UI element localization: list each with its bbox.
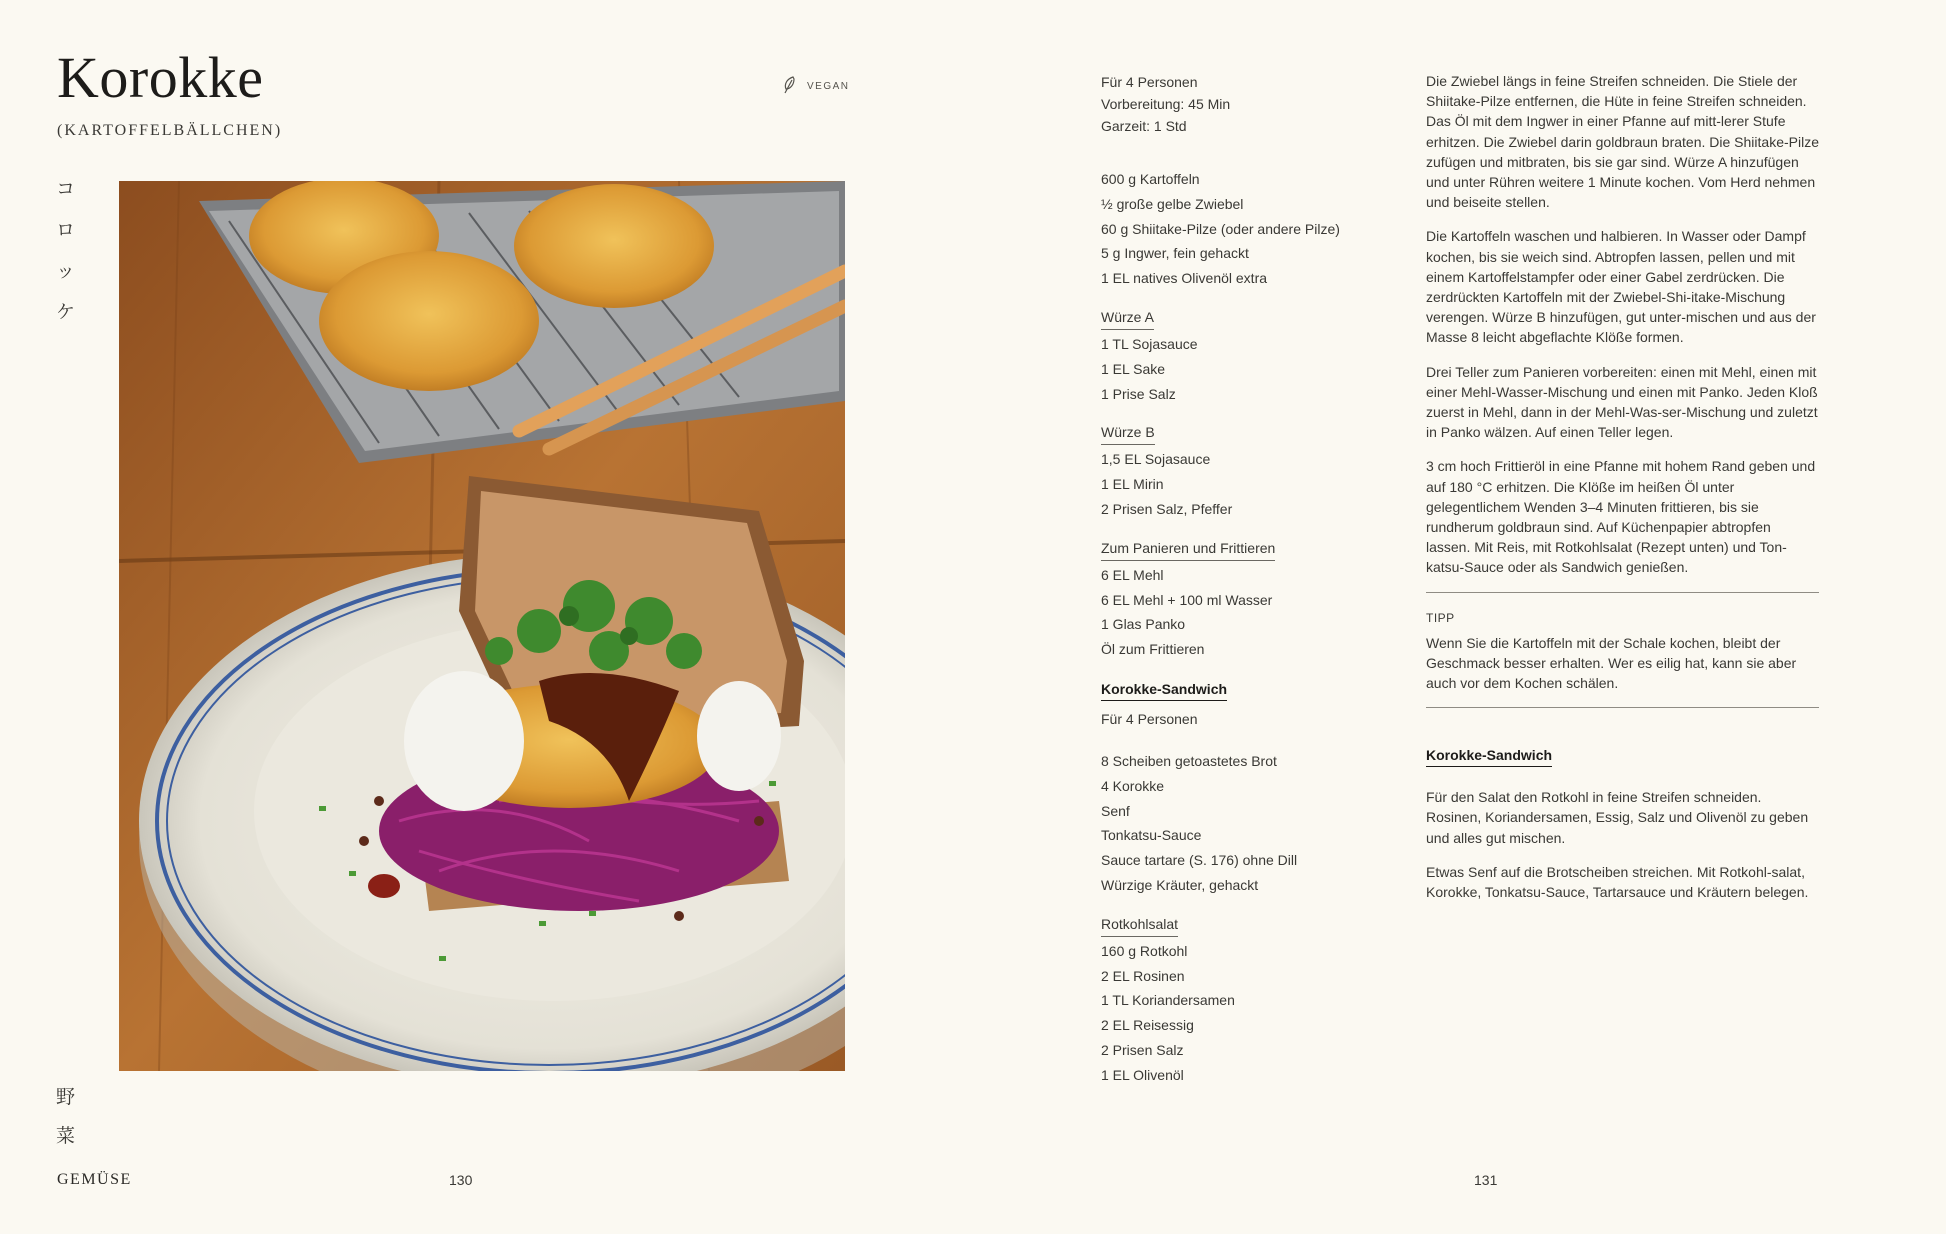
ingredient-list bbox=[1101, 939, 1391, 1088]
ingredient-list bbox=[1101, 447, 1391, 521]
divider bbox=[1426, 707, 1819, 708]
recipe-photo bbox=[119, 181, 845, 1071]
method-step: Die Zwiebel längs in feine Streifen schneiden. Die Stiele der Shiitake-Pilze entfernen, die Hüte in feine Streifen schneiden. Das Öl mit dem Ingwer in einer Pfanne auf mitt-lerer Stufe erhitzen. Die Zwiebel darin goldbraun braten. Die Shiitake-Pilze zufügen und mitbraten, bis sie gar sind. Würze A hinzufügen und unter Rühren weitere 1 Minute kochen. Vom Herd nehmen und beiseite stellen. bbox=[1426, 73, 1819, 211]
ingredient-item: ½ große gelbe Zwiebel bbox=[1101, 195, 1244, 212]
ingredient-list bbox=[1101, 332, 1391, 406]
method-step: Die Kartoffeln waschen und halbieren. In Wasser oder Dampf kochen, bis sie weich sind. Abtropfen lassen, pellen und mit einem Kartoffelstampfer oder einer Gabel zerdrücken. Die zerdrückten Kartoffeln mit der Zwiebel-Shi-itake-Mischung verengen. Würze B hinzufügen, gut unter-mischen und aus der Masse 8 leicht abgeflachte Klöße formen. bbox=[1426, 228, 1816, 346]
sandwich-heading: Korokke-Sandwich bbox=[1101, 678, 1227, 701]
ingredient-item: 6 EL Mehl bbox=[1101, 566, 1164, 583]
ingredient-item: Würzige Kräuter, gehackt bbox=[1101, 876, 1259, 893]
ingredient-item: Senf bbox=[1101, 802, 1130, 819]
ingredient-item: 1 Prise Salz bbox=[1101, 385, 1176, 402]
ingredient-item: 1 EL natives Olivenöl extra bbox=[1101, 270, 1268, 287]
ingredient-group-wuerze-b bbox=[1101, 420, 1391, 521]
ingredient-item: 1,5 EL Sojasauce bbox=[1101, 451, 1211, 468]
leaf-icon bbox=[783, 76, 797, 97]
ingredient-item: 1 TL Koriandersamen bbox=[1101, 992, 1235, 1009]
ingredient-item: 4 Korokke bbox=[1101, 777, 1165, 794]
cook-time: Garzeit: 1 Std bbox=[1101, 118, 1187, 134]
ingredient-item: 600 g Kartoffeln bbox=[1101, 171, 1200, 187]
japanese-title-vertical bbox=[56, 174, 75, 324]
vegan-label: VEGAN bbox=[807, 81, 850, 92]
tip-box bbox=[1426, 593, 1819, 708]
sandwich-method-step: Etwas Senf auf die Brotscheiben streichen. Mit Rotkohl-salat, Korokke, Tonkatsu-Sauce, Tartarsauce und Kräutern belegen. bbox=[1426, 863, 1809, 901]
sandwich-method-step: Für den Salat den Rotkohl in feine Streifen schneiden. Rosinen, Koriandersamen, Essig, Salz und Olivenöl zu geben und alles gut mischen. bbox=[1426, 789, 1809, 846]
recipe-meta bbox=[1101, 71, 1391, 137]
group-title: Zum Panieren und Frittieren bbox=[1101, 536, 1275, 561]
ingredient-item: Sauce tartare (S. 176) ohne Dill bbox=[1101, 852, 1298, 869]
ingredient-item: 1 Glas Panko bbox=[1101, 616, 1186, 633]
ingredient-item: 1 TL Sojasauce bbox=[1101, 335, 1198, 352]
jp-char: ッ bbox=[56, 260, 76, 282]
ingredient-item: 2 Prisen Salz, Pfeffer bbox=[1101, 500, 1233, 517]
ingredient-item: 1 EL Mirin bbox=[1101, 476, 1164, 493]
ingredient-group-panieren bbox=[1101, 536, 1391, 662]
jp-char: コ bbox=[56, 178, 76, 200]
sandwich-method-heading: Korokke-Sandwich bbox=[1426, 744, 1552, 767]
ingredient-list-main bbox=[1101, 167, 1391, 291]
method-step: 3 cm hoch Frittieröl in eine Pfanne mit hohem Rand geben und auf 180 °C erhitzen. Die Klöße im heißen Öl unter gelegentlichem Wenden 3–4 Minuten frittieren, bis sie rundherum goldbraun sind. Auf Küchenpapier abtropfen lassen. Mit Reis, mit Rotkohlsalat (Rezept unten) und Ton-katsu-Sauce oder als Sandwich genießen. bbox=[1426, 458, 1816, 576]
jp-char: ケ bbox=[56, 301, 76, 323]
vegan-badge bbox=[783, 76, 850, 97]
food-photo-illustration bbox=[119, 181, 845, 1071]
method-column bbox=[1426, 71, 1819, 916]
group-title: Würze B bbox=[1101, 420, 1155, 445]
jp-char: 野 bbox=[56, 1086, 76, 1108]
ingredient-item: 1 EL Sake bbox=[1101, 360, 1166, 377]
page-number-right: 131 bbox=[1474, 1172, 1498, 1188]
ingredient-group-rotkohlsalat bbox=[1101, 912, 1391, 1088]
ingredient-item: 8 Scheiben getoastetes Brot bbox=[1101, 752, 1277, 769]
group-title: Würze A bbox=[1101, 305, 1154, 330]
serves-text: Für 4 Personen bbox=[1101, 74, 1198, 90]
ingredient-item: 2 Prisen Salz bbox=[1101, 1041, 1184, 1058]
section-label: GEMÜSE bbox=[57, 1171, 132, 1188]
ingredient-item: 5 g Ingwer, fein gehackt bbox=[1101, 245, 1249, 262]
sandwich-serves: Für 4 Personen bbox=[1101, 710, 1198, 727]
ingredient-item: 2 EL Reisessig bbox=[1101, 1017, 1194, 1034]
ingredients-column bbox=[1101, 71, 1391, 1102]
recipe-title: Korokke bbox=[57, 45, 264, 110]
sandwich-ingredient-list bbox=[1101, 749, 1391, 898]
ingredient-list bbox=[1101, 563, 1391, 662]
group-title: Rotkohlsalat bbox=[1101, 912, 1178, 937]
recipe-subtitle: (KARTOFFELBÄLLCHEN) bbox=[57, 122, 283, 139]
ingredient-group-wuerze-a bbox=[1101, 305, 1391, 406]
jp-char: 菜 bbox=[56, 1125, 76, 1147]
ingredient-item: Öl zum Frittieren bbox=[1101, 641, 1205, 658]
page-number-left: 130 bbox=[449, 1172, 473, 1188]
tip-label: TIPP bbox=[1426, 610, 1455, 625]
ingredient-item: Tonkatsu-Sauce bbox=[1101, 827, 1202, 844]
ingredient-item: 1 EL Olivenöl bbox=[1101, 1066, 1184, 1083]
ingredient-item: 2 EL Rosinen bbox=[1101, 967, 1185, 984]
japanese-section-vertical bbox=[56, 1082, 75, 1148]
method-step: Drei Teller zum Panieren vorbereiten: einen mit Mehl, einen mit einer Mehl-Wasser-Mischung und einen mit Panko. Jeden Kloß zuerst in Mehl, dann in der Mehl-Was-ser-Mischung und zuletzt in Panko wälzen. Auf einen Teller legen. bbox=[1426, 363, 1818, 441]
jp-char: ロ bbox=[56, 219, 76, 241]
ingredient-item: 60 g Shiitake-Pilze (oder andere Pilze) bbox=[1101, 220, 1340, 237]
ingredient-item: 6 EL Mehl + 100 ml Wasser bbox=[1101, 591, 1273, 608]
ingredient-item: 160 g Rotkohl bbox=[1101, 942, 1188, 959]
tip-text: Wenn Sie die Kartoffeln mit der Schale kochen, bleibt der Geschmack besser erhalten. Wer es eilig hat, kann sie aber auch vor dem Kochen schälen. bbox=[1426, 634, 1797, 692]
prep-time: Vorbereitung: 45 Min bbox=[1101, 96, 1231, 112]
